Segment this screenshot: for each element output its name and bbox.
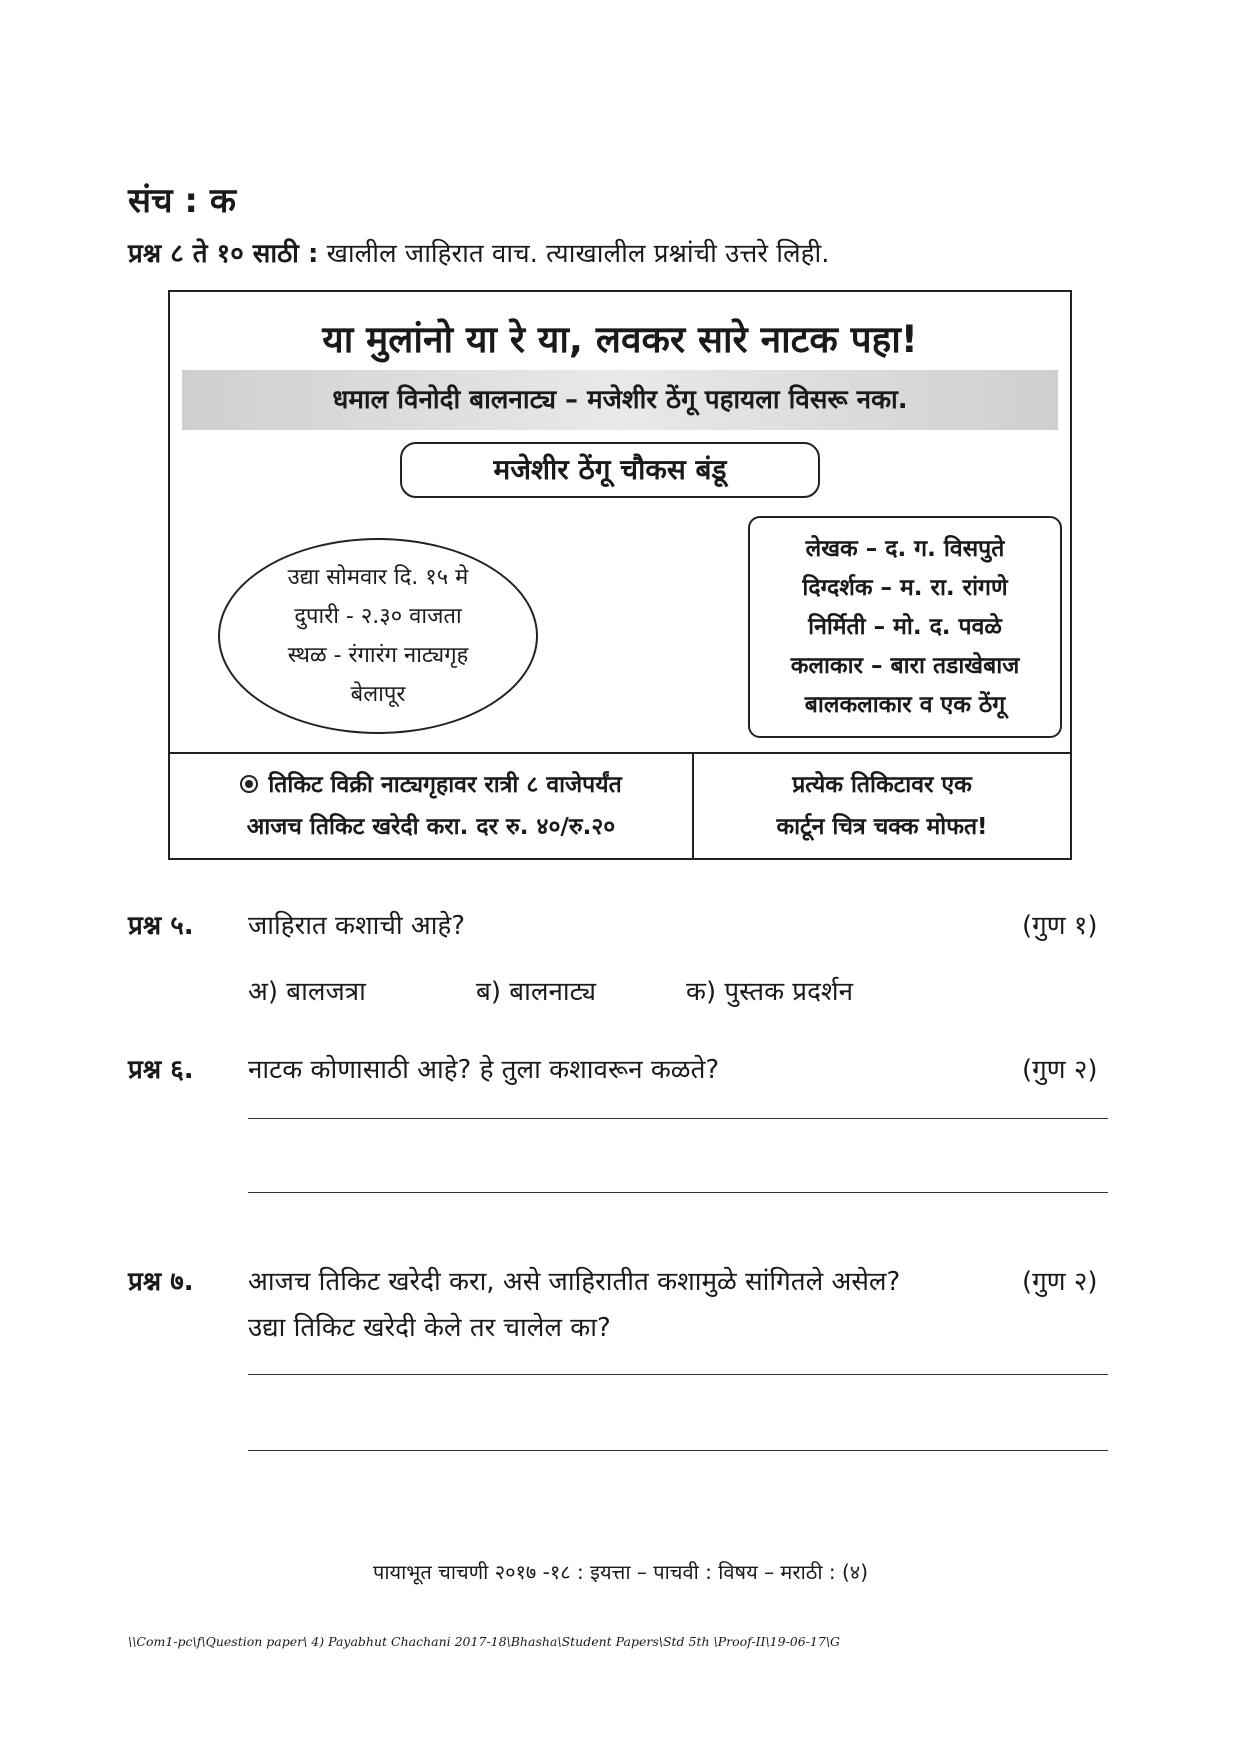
offer-line: कार्टून चित्र चक्क मोफत! — [776, 814, 988, 840]
credit-line: दिग्दर्शक – म. रा. रांगणे — [802, 574, 1008, 601]
offer-info — [694, 754, 1070, 868]
answer-line[interactable] — [248, 1192, 1108, 1193]
schedule-line: दुपारी - २.३० वाजता — [294, 604, 462, 629]
offer-line: प्रत्येक तिकिटावर एक — [792, 772, 972, 798]
question-label: प्रश्न ६. — [128, 1055, 194, 1085]
ticket-line: आजच तिकिट खरेदी करा. दर रु. ४०/रु.२० — [246, 814, 616, 840]
schedule-line: उद्या सोमवार दि. १५ मे — [287, 565, 469, 590]
question-text: नाटक कोणासाठी आहे? हे तुला कशावरून कळते? — [248, 1055, 720, 1085]
set-title: संच : क — [128, 181, 236, 221]
answer-line[interactable] — [248, 1118, 1108, 1119]
answer-line[interactable] — [248, 1450, 1108, 1451]
ad-headline: या मुलांनो या रे या, लवकर सारे नाटक पहा! — [322, 318, 918, 361]
ad-bottom-row — [170, 752, 1070, 858]
ad-schedule-oval — [218, 538, 538, 734]
question-text: जाहिरात कशाची आहे? — [248, 911, 466, 941]
question-text: आजच तिकिट खरेदी करा, असे जाहिरातीत कशामुळे सांगितले असेल? — [248, 1267, 901, 1297]
ticket-info — [170, 754, 694, 858]
schedule-line: स्थळ - रंगारंग नाट्यगृह — [287, 643, 469, 668]
file-path-note: \\Com1-pc\f\Question paper\ 4) Payabhut Chachani 2017-18\Bhasha\Student Papers\Std 5th \Proof-II\19-06-17\G — [128, 1634, 841, 1649]
question-label: प्रश्न ५. — [128, 911, 194, 941]
answer-line[interactable] — [248, 1374, 1108, 1375]
instruction-text: खालील जाहिरात वाच. त्याखालील प्रश्नांची उत्तरे लिही. — [326, 239, 830, 269]
question-text-continued: उद्या तिकिट खरेदी केले तर चालेल का? — [248, 1313, 611, 1343]
credit-line: निर्मिती – मो. द. पवळे — [808, 613, 1002, 640]
instruction-lead: प्रश्न ८ ते १० साठी : — [128, 239, 319, 269]
ad-credits-box — [748, 516, 1062, 738]
question-marks: (गुण १) — [1022, 911, 1098, 941]
ad-band: धमाल विनोदी बालनाट्य – मजेशीर ठेंगू पहायला विसरू नका. — [182, 370, 1058, 430]
advertisement-box — [168, 290, 1072, 860]
question-label: प्रश्न ७. — [128, 1267, 194, 1297]
question-marks: (गुण २) — [1022, 1267, 1098, 1297]
option-a[interactable]: अ) बालजत्रा — [248, 977, 366, 1007]
schedule-line: बेलापूर — [350, 682, 406, 707]
credit-line: बालकलाकार व एक ठेंगू — [804, 691, 1006, 718]
credit-line: कलाकार – बारा तडाखेबाज — [790, 652, 1020, 679]
ticket-line: तिकिट विक्री नाट्यगृहावर रात्री ८ वाजेपर्यंत — [268, 772, 622, 798]
credit-line: लेखक – द. ग. विसपुते — [805, 535, 1005, 562]
ad-play-name: मजेशीर ठेंगू चौकस बंडू — [400, 442, 820, 498]
instruction — [128, 234, 829, 270]
question-marks: (गुण २) — [1022, 1055, 1098, 1085]
option-b[interactable]: ब) बालनाट्य — [476, 977, 597, 1007]
option-c[interactable]: क) पुस्तक प्रदर्शन — [686, 977, 854, 1007]
bullet-icon — [240, 775, 258, 793]
page-footer: पायाभूत चाचणी २०१७ -१८ : इयत्ता – पाचवी : विषय – मराठी : (४) — [372, 1560, 869, 1584]
